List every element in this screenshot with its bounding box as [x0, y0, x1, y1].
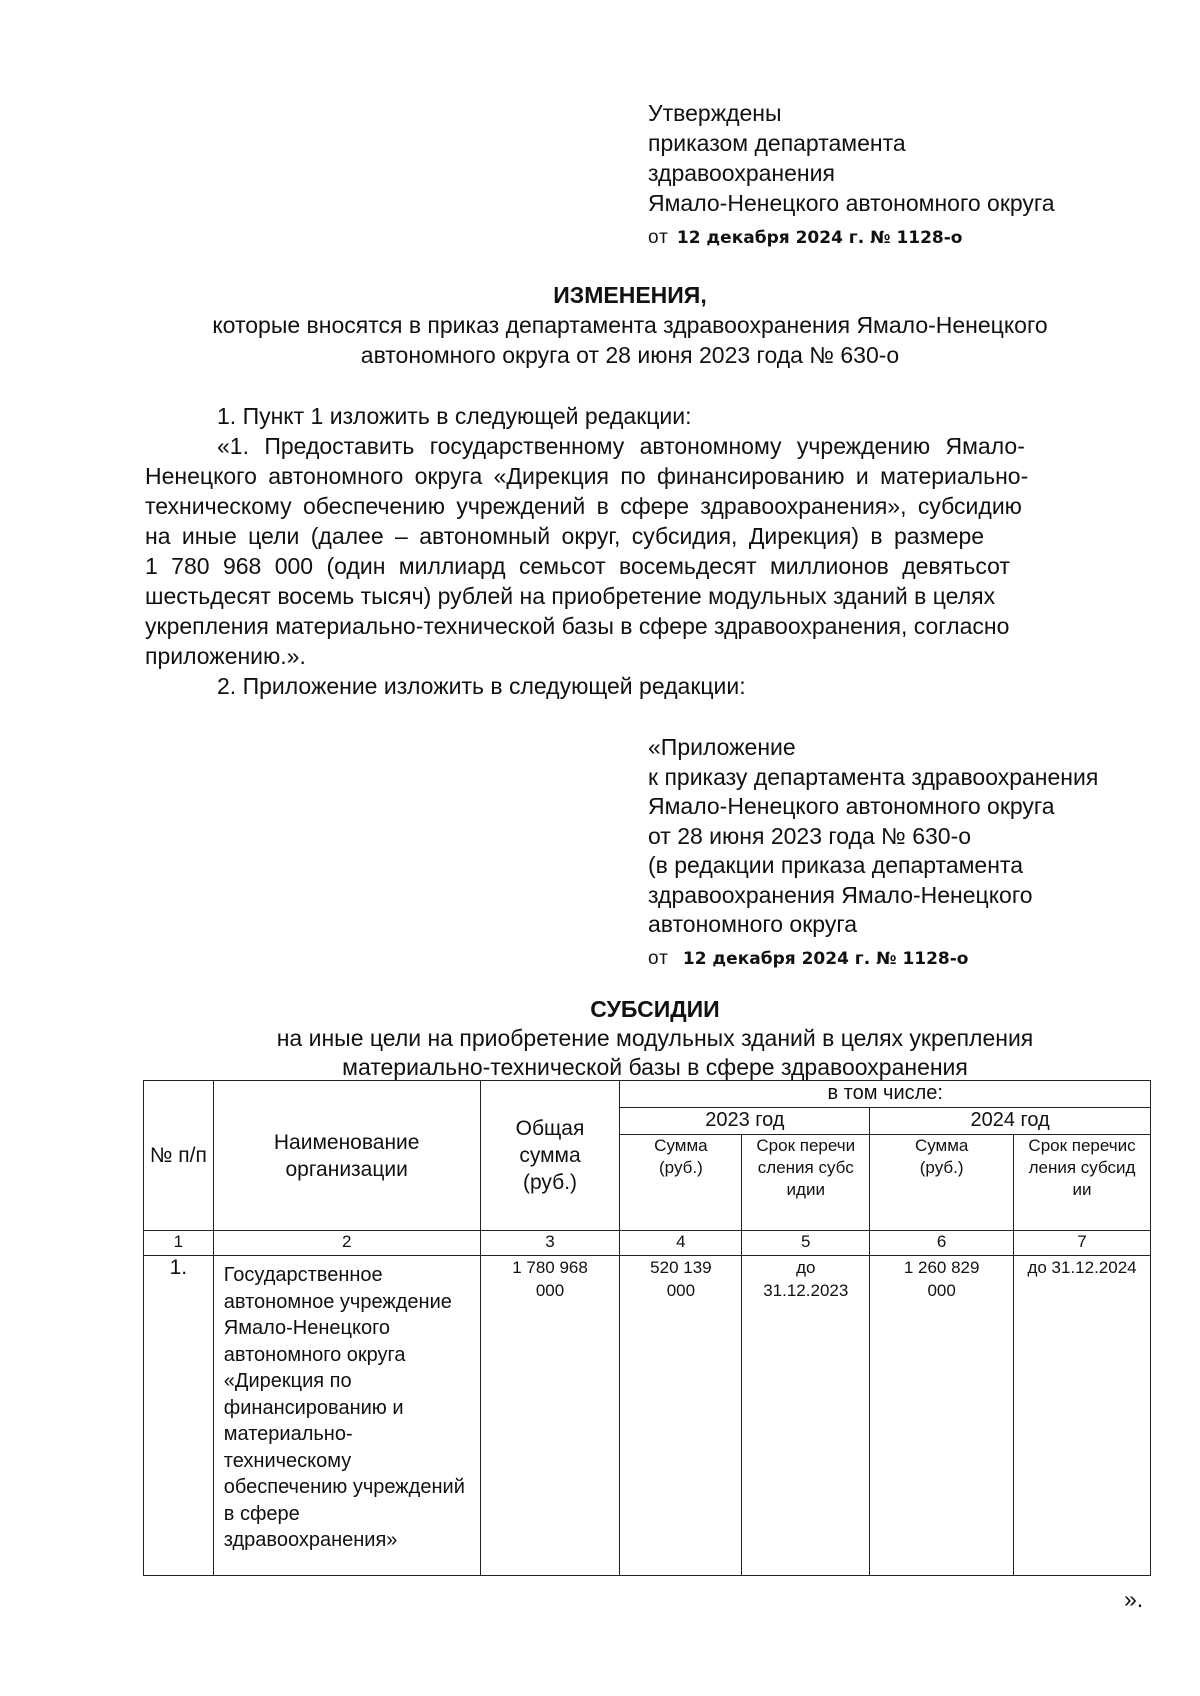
- title-heading: ИЗМЕНЕНИЯ,: [553, 282, 707, 308]
- column-number: 7: [1014, 1231, 1151, 1256]
- appendix-line: (в редакции приказа департамента: [648, 852, 1023, 878]
- appendix-line: «Приложение: [648, 734, 796, 760]
- closing-quote: ».: [1124, 1586, 1144, 1612]
- approval-line: Утверждены: [648, 100, 782, 126]
- document-title: [140, 280, 1120, 370]
- body-text: [145, 401, 1165, 701]
- item1-line: на иные цели (далее – автономный округ, субсидия, Дирекция) в размере: [145, 523, 985, 549]
- order-reference: 12 декабря 2024 г. № 1128-о: [676, 228, 963, 248]
- appendix-line: от 28 июня 2023 года № 630-о: [648, 822, 972, 849]
- table-row: [144, 1256, 1151, 1576]
- appendix-line: автономного округа: [648, 911, 857, 937]
- header-year-2023: 2023 год: [620, 1108, 870, 1135]
- appendix-line: здравоохранения Ямало-Ненецкого: [648, 881, 1033, 908]
- approval-order-line: [648, 220, 1055, 253]
- item1-line: Ненецкого автономного округа «Дирекция по финансированию и материально-: [145, 463, 1029, 489]
- order-prefix: от: [648, 227, 669, 248]
- row-term-2024: до 31.12.2024: [1014, 1256, 1151, 1576]
- header-number: № п/п: [144, 1081, 214, 1231]
- item2: 2. Приложение изложить в следующей редакции:: [217, 673, 746, 699]
- title-subline: которые вносятся в приказ департамента здравоохранения Ямало-Ненецкого: [212, 312, 1048, 338]
- item1-line: шестьдесят восемь тысяч) рублей на приобретение модульных зданий в целях: [145, 583, 996, 609]
- item1-line: приложению.».: [145, 643, 306, 669]
- row-organization: Государственное автономное учреждение Ямало-Ненецкого автономного округа «Дирекция по финансированию и материально-техническому обеспечению учреждений в сфере здравоохранения»: [213, 1256, 480, 1576]
- column-number: 6: [870, 1231, 1014, 1256]
- order-prefix: от: [648, 947, 669, 969]
- column-number: 4: [620, 1231, 742, 1256]
- approval-line: здравоохранения: [648, 160, 835, 186]
- header-organization: Наименование организации: [213, 1081, 480, 1231]
- header-term-2024: Срок перечисления субсидии: [1014, 1135, 1151, 1231]
- subsidy-subline: материально-технической базы в сфере здравоохранения: [342, 1054, 968, 1080]
- item1-intro: 1. Пункт 1 изложить в следующей редакции:: [217, 403, 692, 429]
- row-term-2023: до 31.12.2023: [742, 1256, 870, 1576]
- item1-line: 1 780 968 000 (один миллиард семьсот восемьдесят миллионов девятьсот: [145, 553, 1010, 579]
- header-sum-2024: Сумма (руб.): [870, 1135, 1014, 1231]
- item1-line: укрепления материально-технической базы в сфере здравоохранения, согласно: [145, 613, 1010, 639]
- header-total: Общая сумма (руб.): [480, 1081, 620, 1231]
- appendix-line: Ямало-Ненецкого автономного округа: [648, 793, 1055, 819]
- row-sum-2023: 520 139 000: [620, 1256, 742, 1576]
- subsidy-title-block: [140, 995, 1170, 1082]
- column-number: 2: [213, 1231, 480, 1256]
- order-reference: 12 декабря 2024 г. № 1128-о: [682, 948, 969, 969]
- approval-block: [648, 98, 1055, 253]
- item1-line: «1. Предоставить государственному автономному учреждению Ямало-: [217, 433, 1025, 459]
- header-sum-2023: Сумма (руб.): [620, 1135, 742, 1231]
- title-subline: автономного округа от 28 июня 2023 года № 630-о: [360, 342, 900, 368]
- row-sum-2024: 1 260 829 000: [870, 1256, 1014, 1576]
- row-number: 1.: [144, 1256, 214, 1576]
- item1-line: техническому обеспечению учреждений в сфере здравоохранения», субсидию: [145, 493, 1022, 519]
- approval-line: Ямало-Ненецкого автономного округа: [648, 190, 1055, 216]
- column-number: 5: [742, 1231, 870, 1256]
- column-number: 3: [480, 1231, 620, 1256]
- row-total: 1 780 968 000: [480, 1256, 620, 1576]
- appendix-block: [648, 733, 1098, 974]
- approval-line: приказом департамента: [648, 130, 906, 156]
- appendix-order-line: [648, 942, 1098, 975]
- header-term-2023: Срок перечисления субсидии: [742, 1135, 870, 1231]
- header-year-2024: 2024 год: [870, 1108, 1151, 1135]
- subsidy-subline: на иные цели на приобретение модульных зданий в целях укрепления: [276, 1025, 1034, 1051]
- header-including: в том числе:: [620, 1081, 1151, 1108]
- column-number: 1: [144, 1231, 214, 1256]
- subsidy-heading: СУБСИДИИ: [590, 996, 720, 1022]
- appendix-line: к приказу департамента здравоохранения: [648, 763, 1099, 790]
- subsidy-table: [143, 1080, 1151, 1576]
